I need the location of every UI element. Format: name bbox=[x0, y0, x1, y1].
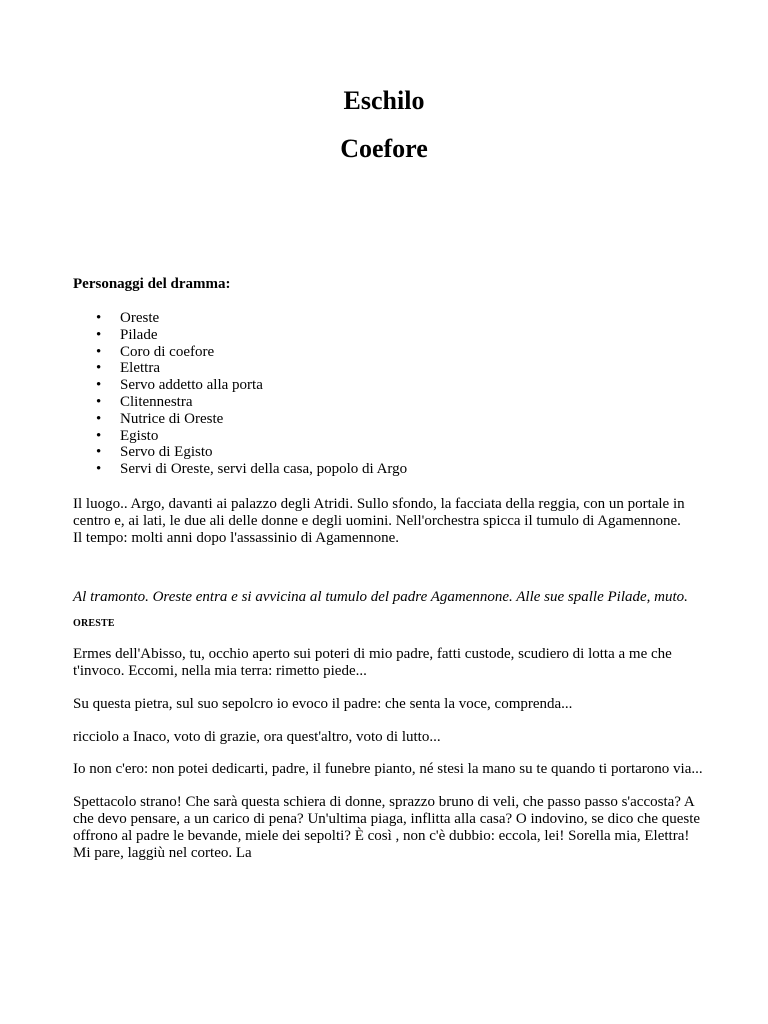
character-name: Coro di coefore bbox=[120, 343, 215, 360]
document-body bbox=[73, 276, 703, 861]
character-name: Servo di Egisto bbox=[120, 444, 213, 461]
character-item bbox=[73, 344, 703, 361]
character-name: Servo addetto alla porta bbox=[120, 377, 263, 394]
character-item bbox=[73, 360, 703, 377]
speech-paragraph: Ermes dell'Abisso, tu, occhio aperto sui poteri di mio padre, fatti custode, scudiero di lotta a me che t'invoco. Eccomi, nella mia terra: rimetto piede... bbox=[73, 646, 672, 679]
speech-paragraph: Io non c'ero: non potei dedicarti, padre, il funebre pianto, né stesi la mano su te quando ti portarono via... bbox=[73, 761, 703, 778]
setting-description bbox=[73, 496, 703, 546]
bullet-icon: • bbox=[96, 310, 102, 326]
author-title: Eschilo bbox=[343, 86, 425, 115]
speech-paragraph: ricciolo a Inaco, voto di grazie, ora quest'altro, voto di lutto... bbox=[73, 728, 441, 745]
bullet-icon: • bbox=[96, 410, 102, 427]
bullet-icon: • bbox=[96, 393, 102, 410]
speaker-name: ORESTE bbox=[73, 618, 115, 630]
stage-direction: Al tramonto. Oreste entra e si avvicina al tumulo del padre Agamennone. Alle sue spalle Pilade, muto. bbox=[73, 589, 688, 606]
bullet-icon: • bbox=[96, 343, 102, 360]
character-name: Oreste bbox=[120, 310, 160, 326]
bullet-icon: • bbox=[96, 427, 102, 444]
setting-time: Il tempo: molti anni dopo l'assassinio di Agamennone. bbox=[73, 529, 400, 546]
character-name: Clitennestra bbox=[120, 393, 193, 410]
character-item bbox=[73, 327, 703, 344]
character-item bbox=[73, 444, 703, 461]
bullet-icon: • bbox=[96, 326, 102, 343]
character-name: Servi di Oreste, servi della casa, popolo di Argo bbox=[120, 461, 408, 478]
bullet-icon: • bbox=[96, 377, 102, 394]
characters-heading: Personaggi del dramma: bbox=[73, 276, 231, 292]
character-name: Egisto bbox=[120, 427, 159, 444]
setting-place: Il luogo.. Argo, davanti ai palazzo degli Atridi. Sullo sfondo, la facciata della reggia, con un portale in centro e, ai lati, le due ali delle donne e degli uomini. Nell'orchestra spicca il tumulo di Agamennone. bbox=[73, 495, 685, 529]
speech-paragraph: Spettacolo strano! Che sarà questa schiera di donne, sprazzo bruno di veli, che passo passo s'accosta? A che devo pensare, a un carico di pena? Un'ultima piaga, inflitta alla casa? O indovino, se dico che queste offrono al padre le bevande, miele dei sepolti? È così , non c'è dubbio: eccola, lei! Sorella mia, Elettra! Mi pare, laggiù nel corteo. La bbox=[73, 794, 701, 861]
character-item bbox=[73, 411, 703, 428]
character-name: Elettra bbox=[120, 360, 160, 377]
characters-list bbox=[73, 310, 703, 478]
character-item bbox=[73, 428, 703, 445]
bullet-icon: • bbox=[96, 461, 102, 478]
bullet-icon: • bbox=[96, 444, 102, 461]
character-item bbox=[73, 461, 703, 478]
bullet-icon: • bbox=[96, 360, 102, 377]
character-name: Pilade bbox=[120, 326, 158, 343]
character-item bbox=[73, 310, 703, 327]
character-name: Nutrice di Oreste bbox=[120, 410, 224, 427]
speech-paragraph: Su questa pietra, sul suo sepolcro io evoco il padre: che senta la voce, comprenda... bbox=[73, 695, 573, 712]
character-item bbox=[73, 377, 703, 394]
work-title: Coefore bbox=[340, 134, 428, 163]
character-item bbox=[73, 394, 703, 411]
